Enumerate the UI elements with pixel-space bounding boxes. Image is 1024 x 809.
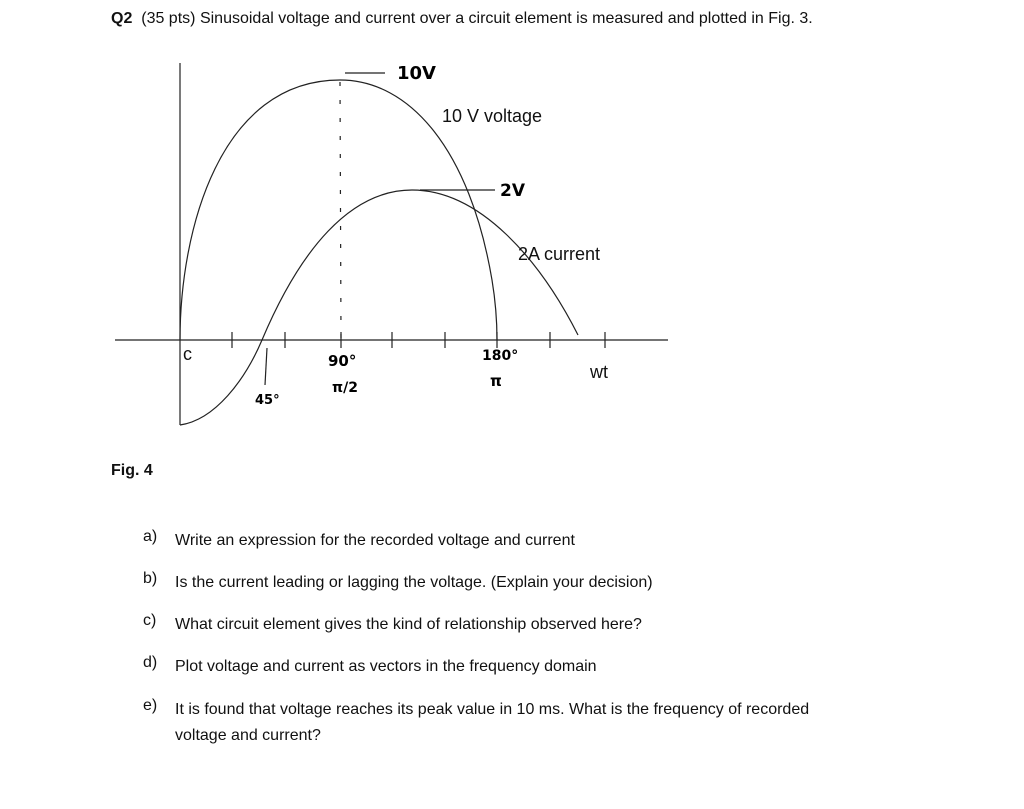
question-text: Sinusoidal voltage and current over a circuit element is measured and plotted in Fig. 3. [199, 10, 813, 27]
tick-90-label: 90° [328, 352, 357, 370]
45-arrow [265, 348, 267, 385]
question-label: d) [143, 654, 158, 671]
tick-180-rad-label: π [490, 372, 502, 390]
question-text: It is found that voltage reaches its peak value in 10 ms. What is the frequency of recorded [175, 701, 810, 718]
question-text: Plot voltage and current as vectors in the frequency domain [175, 658, 597, 675]
x-axis-label: wt [590, 362, 608, 382]
question-text: Is the current leading or lagging the voltage. (Explain your decision) [175, 574, 653, 591]
question-text: What circuit element gives the kind of relationship observed here? [175, 616, 642, 633]
question-b [143, 570, 653, 596]
tick-90-rad-label: π/2 [332, 380, 358, 396]
question-text-continued: voltage and current? [175, 727, 321, 744]
question-points: (35 pts) [141, 10, 196, 27]
current-peak-note: 2V [500, 181, 525, 201]
voltage-peak-note: 10V [397, 63, 436, 84]
question-label: b) [143, 570, 158, 587]
question-label: a) [143, 528, 158, 545]
current-curve [180, 190, 578, 425]
peak-dashed-line [340, 82, 341, 338]
question-d [143, 654, 597, 680]
voltage-label: 10 V voltage [442, 106, 543, 126]
question-label: e) [143, 697, 158, 714]
question-label: c) [143, 612, 157, 629]
current-label: 2A current [518, 244, 601, 264]
tick-180-label: 180° [482, 348, 519, 364]
question-a [143, 528, 575, 554]
question-number: Q2 [111, 10, 133, 27]
question-text: Write an expression for the recorded voltage and current [175, 532, 575, 549]
question-c [143, 612, 642, 638]
question-e [143, 697, 809, 749]
origin-label: c [183, 344, 192, 364]
figure-caption: Fig. 4 [111, 462, 153, 479]
tick-45-label: 45° [255, 393, 280, 408]
